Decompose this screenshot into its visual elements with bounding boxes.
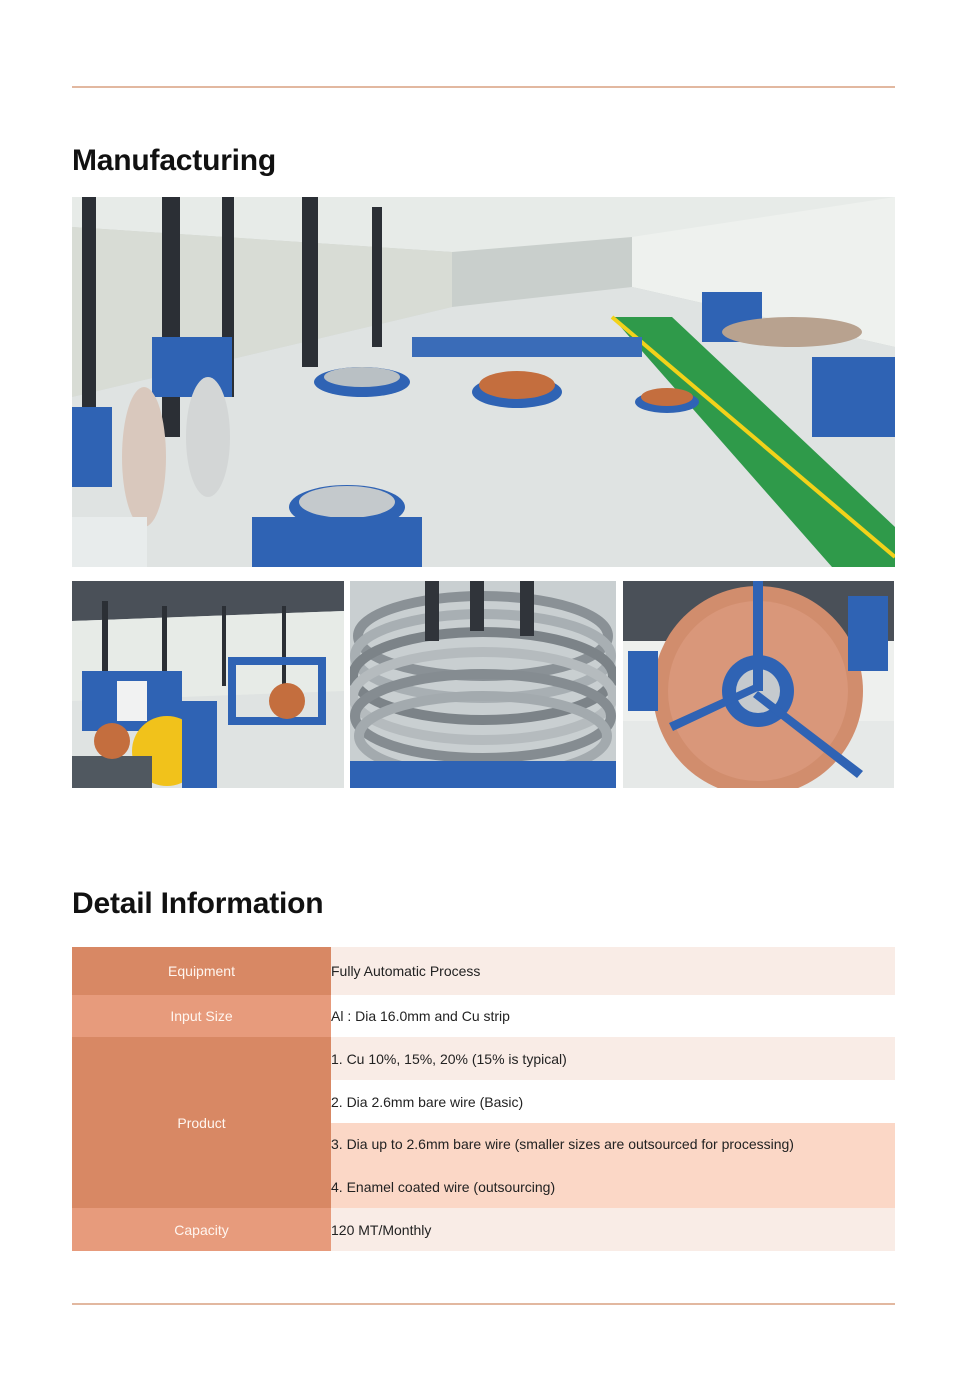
top-divider	[72, 86, 895, 88]
table-row-input-size	[72, 995, 895, 1037]
factory-floor-photo	[72, 197, 895, 567]
product-item-4: 4. Enamel coated wire (outsourcing)	[331, 1165, 895, 1208]
table-row-capacity	[72, 1208, 895, 1251]
copper-strip-reel-photo	[623, 581, 894, 788]
aluminum-wire-coil-photo	[350, 581, 616, 788]
capacity-value: 120 MT/Monthly	[331, 1208, 895, 1251]
product-item-2: 2. Dia 2.6mm bare wire (Basic)	[331, 1080, 895, 1123]
wire-machine-photo	[72, 581, 344, 788]
detail-information-heading: Detail Information	[72, 887, 324, 920]
detail-information-table	[72, 947, 895, 1251]
table-row-product	[72, 1037, 895, 1080]
bottom-divider	[72, 1303, 895, 1305]
equipment-label: Equipment	[72, 947, 331, 995]
equipment-value: Fully Automatic Process	[331, 947, 895, 995]
product-label: Product	[72, 1037, 331, 1208]
input-size-label: Input Size	[72, 995, 331, 1037]
product-item-1: 1. Cu 10%, 15%, 20% (15% is typical)	[331, 1037, 895, 1080]
manufacturing-heading: Manufacturing	[72, 144, 277, 177]
table-row-equipment	[72, 947, 895, 995]
capacity-label: Capacity	[72, 1208, 331, 1251]
product-item-3: 3. Dia up to 2.6mm bare wire (smaller sizes are outsourced for processing)	[331, 1123, 895, 1165]
input-size-value: Al : Dia 16.0mm and Cu strip	[331, 995, 895, 1037]
